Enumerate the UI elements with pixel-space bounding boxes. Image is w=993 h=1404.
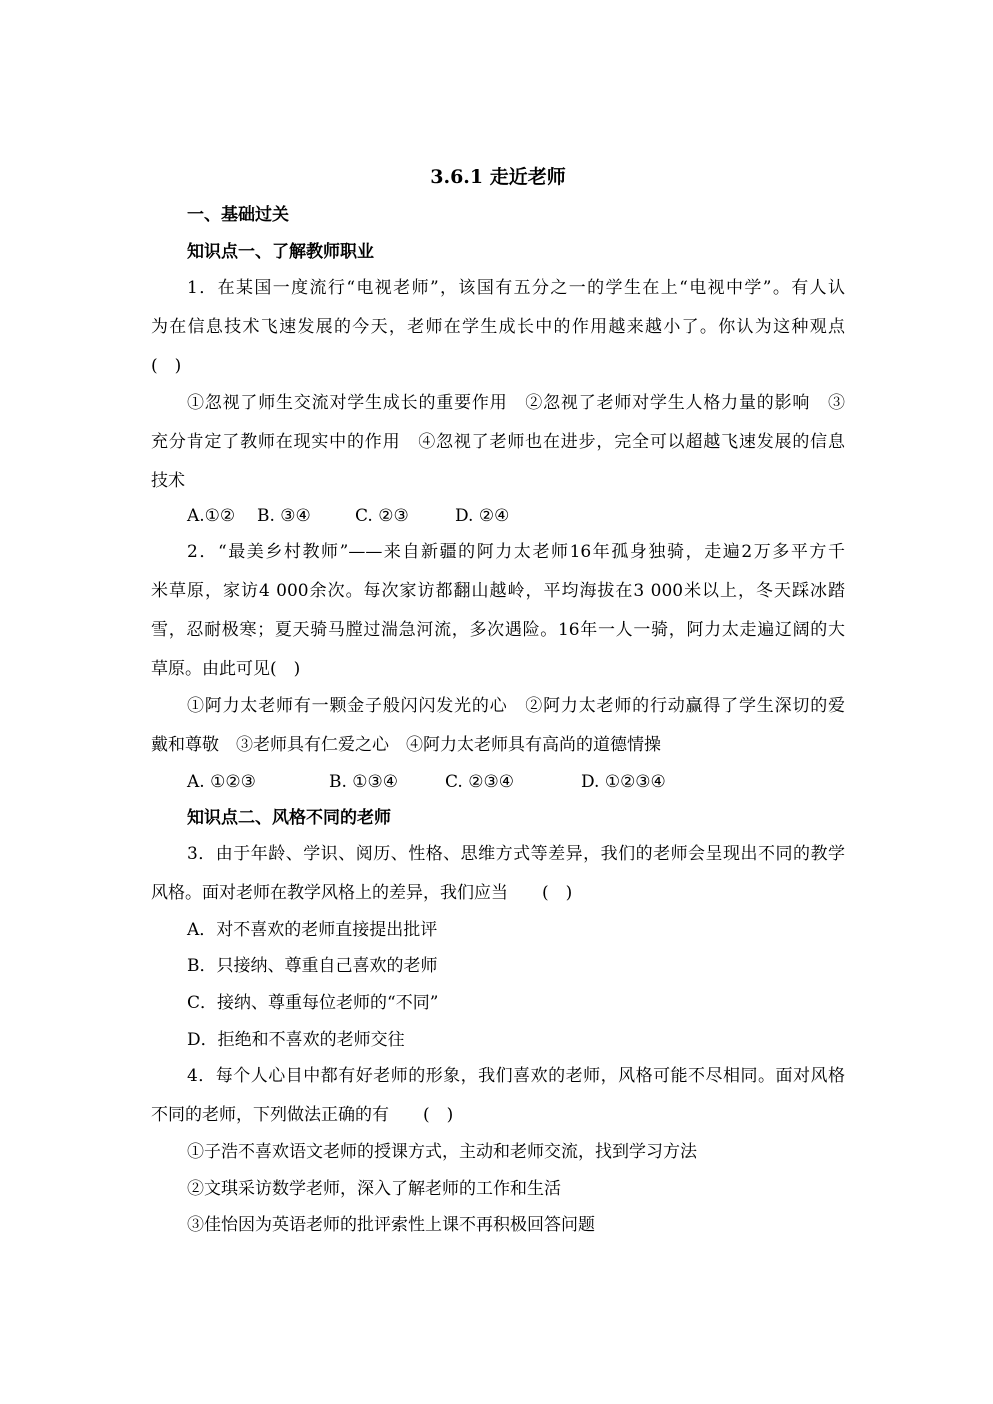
knowledge-point-1-heading: 知识点一、了解教师职业 <box>187 242 374 262</box>
q1-answer-blank: ( ) <box>151 356 182 376</box>
q2-line-4: 草原。由此可见( ) <box>151 659 301 679</box>
q2-option-b: B. ①③④ <box>329 772 399 792</box>
q4-line-1: 4．每个人心目中都有好老师的形象，我们喜欢的老师，风格可能不尽相同。面对风格 <box>187 1066 845 1086</box>
q1-statement-line-1: ①忽视了师生交流对学生成长的重要作用 ②忽视了老师对学生人格力量的影响 ③ <box>187 393 845 413</box>
q1-option-c: C. ②③ <box>355 506 409 526</box>
q3-option-b: B．只接纳、尊重自己喜欢的老师 <box>187 956 438 976</box>
q3-option-d: D．拒绝和不喜欢的老师交往 <box>187 1030 405 1050</box>
q1-option-d: D. ②④ <box>455 506 510 526</box>
q2-option-a: A. ①②③ <box>187 772 256 792</box>
document-title: 3.6.1 走近老师 <box>430 166 566 188</box>
q4-statement-1: ①子浩不喜欢语文老师的授课方式，主动和老师交流，找到学习方法 <box>187 1142 697 1162</box>
q1-statement-line-3: 技术 <box>151 471 185 491</box>
q2-options <box>187 770 845 794</box>
section-heading-basics: 一、基础过关 <box>187 205 289 225</box>
q4-statement-2: ②文琪采访数学老师，深入了解老师的工作和生活 <box>187 1179 561 1199</box>
q1-line-1: 1．在某国一度流行“电视老师”，该国有五分之一的学生在上“电视中学”。有人认 <box>187 278 845 298</box>
q4-line-2: 不同的老师，下列做法正确的有 ( ) <box>151 1105 454 1125</box>
q2-option-c: C. ②③④ <box>445 772 514 792</box>
document-page <box>151 0 845 1404</box>
knowledge-point-2-heading: 知识点二、风格不同的老师 <box>187 808 391 828</box>
q1-option-b: B. ③④ <box>257 506 311 526</box>
q1-option-a: A.①② <box>187 506 236 526</box>
q2-line-1: 2．“最美乡村教师”——来自新疆的阿力太老师16年孤身独骑，走遍2万多平方千 <box>187 542 845 562</box>
q4-statement-3: ③佳怡因为英语老师的批评索性上课不再积极回答问题 <box>187 1215 595 1235</box>
q1-line-2: 为在信息技术飞速发展的今天，老师在学生成长中的作用越来越小了。你认为这种观点 <box>151 317 845 337</box>
q2-statement-line-2: 戴和尊敬 ③老师具有仁爱之心 ④阿力太老师具有高尚的道德情操 <box>151 735 661 755</box>
q3-line-2: 风格。面对老师在教学风格上的差异，我们应当 ( ) <box>151 883 573 903</box>
q2-line-2: 米草原，家访4 000余次。每次家访都翻山越岭，平均海拔在3 000米以上，冬天踩冰踏 <box>151 581 845 601</box>
q1-statement-line-2: 充分肯定了教师在现实中的作用 ④忽视了老师也在进步，完全可以超越飞速发展的信息 <box>151 432 845 452</box>
q3-line-1: 3．由于年龄、学识、阅历、性格、思维方式等差异，我们的老师会呈现出不同的教学 <box>187 844 845 864</box>
q2-line-3: 雪，忍耐极寒；夏天骑马膛过湍急河流，多次遇险。16年一人一骑，阿力太走遍辽阔的大 <box>151 620 845 640</box>
q2-option-d: D. ①②③④ <box>581 772 666 792</box>
q3-option-a: A．对不喜欢的老师直接提出批评 <box>187 920 438 940</box>
q3-option-c: C．接纳、尊重每位老师的“不同” <box>187 993 439 1013</box>
q2-statement-line-1: ①阿力太老师有一颗金子般闪闪发光的心 ②阿力太老师的行动赢得了学生深切的爱 <box>187 696 845 716</box>
q1-options <box>187 504 845 528</box>
